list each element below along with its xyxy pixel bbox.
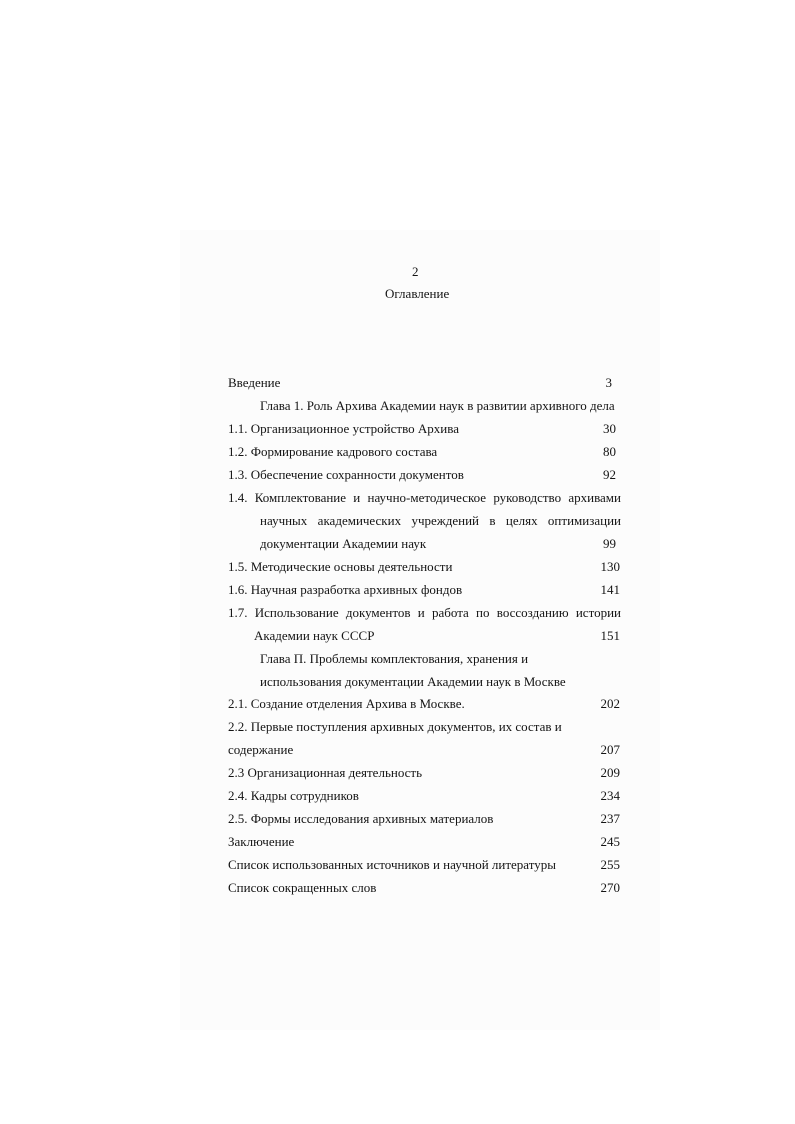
toc-page-abbreviations: 270 [600, 880, 620, 895]
toc-page-conclusion: 245 [600, 834, 620, 849]
toc-entry-1-4-line-2: научных академических учреждений в целях оптимизации [260, 513, 621, 528]
toc-entry-conclusion: Заключение [228, 834, 295, 849]
toc-page-1-3: 92 [603, 467, 616, 482]
toc-entry-1-7-line-1: 1.7. Использование документов и работа по воссозданию истории [228, 605, 621, 620]
toc-page-sources: 255 [600, 857, 620, 872]
toc-entry-intro: Введение [228, 375, 281, 390]
toc-entry-1-4-line-3: документации Академии наук [260, 536, 427, 551]
toc-entry-2-4: 2.4. Кадры сотрудников [228, 788, 359, 803]
toc-entry-1-2: 1.2. Формирование кадрового состава [228, 444, 438, 459]
toc-entry-1-4-line-1: 1.4. Комплектование и научно-методическое руководство архивами [228, 490, 621, 505]
toc-entry-1-3: 1.3. Обеспечение сохранности документов [228, 467, 464, 482]
toc-entry-2-5: 2.5. Формы исследования архивных материалов [228, 811, 494, 826]
toc-chapter-2-line-1: Глава П. Проблемы комплектования, хранения и [260, 651, 529, 666]
toc-entry-2-2-line-1: 2.2. Первые поступления архивных документов, их состав и [228, 719, 562, 734]
toc-page-1-7: 151 [600, 628, 620, 643]
toc-page-2-4: 234 [600, 788, 620, 803]
page-number: 2 [412, 264, 419, 279]
toc-page-1-5: 130 [600, 559, 620, 574]
toc-title: Оглавление [385, 286, 450, 301]
toc-page-2-5: 237 [600, 811, 620, 826]
toc-entry-1-1: 1.1. Организационное устройство Архива [228, 421, 459, 436]
toc-chapter-2-line-2: использования документации Академии наук в Москве [260, 674, 566, 689]
toc-chapter-1: Глава 1. Роль Архива Академии наук в развитии архивного дела [260, 398, 615, 413]
toc-page-1-1: 30 [603, 421, 616, 436]
toc-entry-1-6: 1.6. Научная разработка архивных фондов [228, 582, 463, 597]
toc-entry-2-1: 2.1. Создание отделения Архива в Москве. [228, 696, 465, 711]
toc-entry-1-7-line-2: Академии наук СССР [254, 628, 375, 643]
toc-entry-2-2-line-2: содержание [228, 742, 294, 757]
toc-page-intro: 3 [605, 375, 612, 390]
toc-page-1-4: 99 [603, 536, 616, 551]
toc-entry-abbreviations: Список сокращенных слов [228, 880, 377, 895]
toc-page-1-2: 80 [603, 444, 616, 459]
toc-page-2-3: 209 [600, 765, 620, 780]
toc-entry-sources: Список использованных источников и научной литературы [228, 857, 556, 872]
toc-entry-1-5: 1.5. Методические основы деятельности [228, 559, 453, 574]
toc-entry-2-3: 2.3 Организационная деятельность [228, 765, 423, 780]
toc-page-2-2: 207 [600, 742, 620, 757]
toc-page-1-6: 141 [600, 582, 620, 597]
toc-page-2-1: 202 [600, 696, 620, 711]
